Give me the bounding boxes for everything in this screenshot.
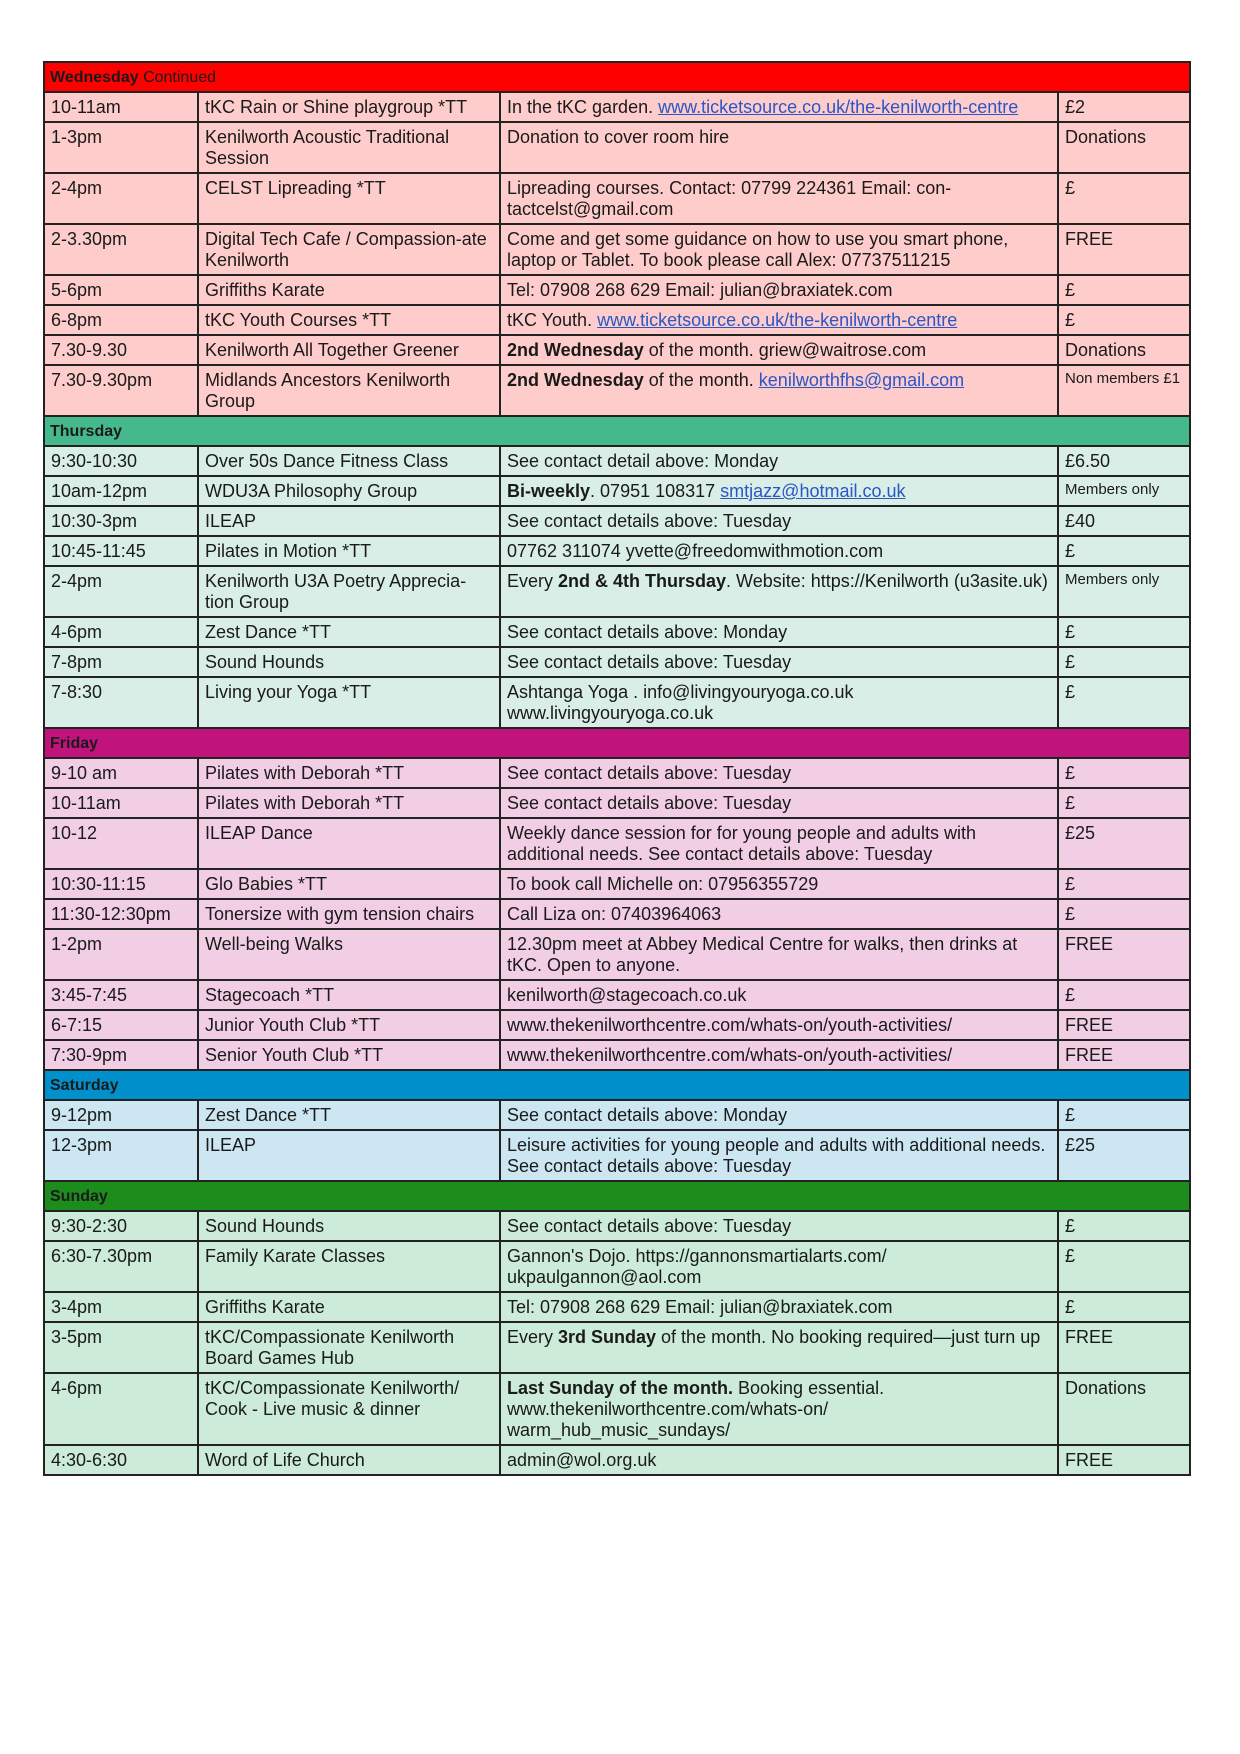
- details-prefix: Every: [507, 571, 559, 591]
- time-cell: 4-6pm: [44, 617, 198, 647]
- details-cell: [500, 476, 1058, 506]
- details-text: See contact detail above: Monday: [507, 451, 779, 471]
- table-row: [44, 335, 1190, 365]
- details-cell: [500, 617, 1058, 647]
- details-text: See contact details above: Tuesday: [507, 763, 792, 783]
- details-cell: [500, 173, 1058, 224]
- activity-cell: Sound Hounds: [198, 1211, 500, 1241]
- cost-cell: £: [1058, 173, 1190, 224]
- details-text: Call Liza on: 07403964063: [507, 904, 722, 924]
- details-cell: [500, 1211, 1058, 1241]
- time-cell: 10-11am: [44, 788, 198, 818]
- day-name: Saturday: [50, 1076, 119, 1094]
- cost-cell: £2: [1058, 92, 1190, 122]
- details-cell: [500, 1292, 1058, 1322]
- table-row: [44, 929, 1190, 980]
- table-row: [44, 647, 1190, 677]
- cost-cell: £: [1058, 899, 1190, 929]
- activity-cell: Digital Tech Cafe / Compassion-ate Kenilworth: [198, 224, 500, 275]
- cost-cell: FREE: [1058, 1040, 1190, 1070]
- cost-cell: Donations: [1058, 122, 1190, 173]
- details-cell: [500, 1130, 1058, 1181]
- details-cell: [500, 1040, 1058, 1070]
- time-cell: 9-12pm: [44, 1100, 198, 1130]
- day-name-suffix: Continued: [138, 68, 217, 86]
- time-cell: 6-8pm: [44, 305, 198, 335]
- table-row: [44, 566, 1190, 617]
- table-row: [44, 617, 1190, 647]
- time-cell: 6:30-7.30pm: [44, 1241, 198, 1292]
- day-header-thursday: [44, 416, 1190, 446]
- details-emphasis: 2nd & 4th Thursday: [558, 571, 727, 591]
- activity-cell: Midlands Ancestors Kenilworth Group: [198, 365, 500, 416]
- table-row: [44, 818, 1190, 869]
- cost-cell: £: [1058, 275, 1190, 305]
- details-cell: [500, 1445, 1058, 1475]
- table-row: [44, 1292, 1190, 1322]
- details-emphasis: Bi-weekly: [507, 481, 591, 501]
- time-cell: 10am-12pm: [44, 476, 198, 506]
- time-cell: 1-2pm: [44, 929, 198, 980]
- details-text: Gannon's Dojo. https://gannonsmartialarts.com/ ukpaulgannon@aol.com: [507, 1246, 887, 1287]
- table-row: [44, 1010, 1190, 1040]
- details-emphasis: Last Sunday of the month.: [507, 1378, 734, 1398]
- table-row: [44, 536, 1190, 566]
- day-header-wednesday: [44, 62, 1190, 92]
- details-emphasis: 3rd Sunday: [558, 1327, 657, 1347]
- time-cell: 7.30-9.30pm: [44, 365, 198, 416]
- details-text: See contact details above: Tuesday: [507, 1216, 792, 1236]
- details-cell: [500, 335, 1058, 365]
- activity-cell: tKC Youth Courses *TT: [198, 305, 500, 335]
- cost-cell: £: [1058, 1211, 1190, 1241]
- cost-cell: FREE: [1058, 929, 1190, 980]
- cost-cell: £: [1058, 647, 1190, 677]
- details-cell: [500, 869, 1058, 899]
- time-cell: 2-4pm: [44, 566, 198, 617]
- cost-cell: £: [1058, 758, 1190, 788]
- details-emphasis: 2nd Wednesday: [507, 340, 644, 360]
- activity-cell: Over 50s Dance Fitness Class: [198, 446, 500, 476]
- details-cell: [500, 647, 1058, 677]
- time-cell: 5-6pm: [44, 275, 198, 305]
- activity-cell: Living your Yoga *TT: [198, 677, 500, 728]
- details-text: See contact details above: Monday: [507, 1105, 788, 1125]
- cost-cell: FREE: [1058, 224, 1190, 275]
- details-text: See contact details above: Monday: [507, 622, 788, 642]
- cost-cell: £: [1058, 1241, 1190, 1292]
- table-row: [44, 365, 1190, 416]
- table-row: [44, 224, 1190, 275]
- activity-cell: Griffiths Karate: [198, 1292, 500, 1322]
- time-cell: 12-3pm: [44, 1130, 198, 1181]
- cost-cell: £: [1058, 536, 1190, 566]
- time-cell: 10:30-3pm: [44, 506, 198, 536]
- time-cell: 6-7:15: [44, 1010, 198, 1040]
- time-cell: 7-8:30: [44, 677, 198, 728]
- details-text: . 07951 108317: [590, 481, 721, 501]
- cost-cell: £40: [1058, 506, 1190, 536]
- day-header-cell: [44, 416, 1190, 446]
- details-cell: [500, 275, 1058, 305]
- details-text: www.thekenilworthcentre.com/whats-on/youth-activities/: [507, 1045, 953, 1065]
- details-text: Tel: 07908 268 629 Email: julian@braxiatek.com: [507, 280, 893, 300]
- day-header-cell: [44, 1070, 1190, 1100]
- cost-cell: £25: [1058, 818, 1190, 869]
- table-row: [44, 1241, 1190, 1292]
- activity-cell: Kenilworth U3A Poetry Apprecia-tion Group: [198, 566, 500, 617]
- time-cell: 7.30-9.30: [44, 335, 198, 365]
- details-text: 12.30pm meet at Abbey Medical Centre for walks, then drinks at tKC. Open to anyone.: [507, 934, 1018, 975]
- cost-cell: Non members £1: [1058, 365, 1190, 416]
- time-cell: 9-10 am: [44, 758, 198, 788]
- cost-cell: FREE: [1058, 1010, 1190, 1040]
- details-text: admin@wol.org.uk: [507, 1450, 657, 1470]
- time-cell: 4:30-6:30: [44, 1445, 198, 1475]
- details-cell: [500, 122, 1058, 173]
- cost-cell: £25: [1058, 1130, 1190, 1181]
- activity-cell: Zest Dance *TT: [198, 617, 500, 647]
- day-name: Friday: [50, 734, 99, 752]
- cost-cell: Members only: [1058, 566, 1190, 617]
- details-text: Ashtanga Yoga . info@livingyouryoga.co.uk www.livingyouryoga.co.uk: [507, 682, 854, 723]
- details-cell: [500, 1373, 1058, 1445]
- activity-cell: CELST Lipreading *TT: [198, 173, 500, 224]
- time-cell: 1-3pm: [44, 122, 198, 173]
- timetable-body: [44, 62, 1190, 1475]
- details-link[interactable]: smtjazz@hotmail.co.uk: [720, 481, 906, 501]
- details-cell: [500, 305, 1058, 335]
- details-text: www.thekenilworthcentre.com/whats-on/youth-activities/: [507, 1015, 953, 1035]
- table-row: [44, 305, 1190, 335]
- details-cell: [500, 1322, 1058, 1373]
- time-cell: 2-3.30pm: [44, 224, 198, 275]
- time-cell: 2-4pm: [44, 173, 198, 224]
- day-header-friday: [44, 728, 1190, 758]
- table-row: [44, 980, 1190, 1010]
- day-name: Thursday: [50, 422, 123, 440]
- cost-cell: Donations: [1058, 335, 1190, 365]
- details-text: See contact details above: Tuesday: [507, 793, 792, 813]
- details-cell: [500, 788, 1058, 818]
- time-cell: 4-6pm: [44, 1373, 198, 1445]
- time-cell: 10-11am: [44, 92, 198, 122]
- table-row: [44, 92, 1190, 122]
- day-header-sunday: [44, 1181, 1190, 1211]
- details-text: 07762 311074 yvette@freedomwithmotion.com: [507, 541, 884, 561]
- day-header-cell: [44, 728, 1190, 758]
- details-text: Come and get some guidance on how to use you smart phone, laptop or Tablet. To book please call Alex: 07737511215: [507, 229, 1009, 270]
- activity-cell: tKC/Compassionate Kenilworth/ Cook - Live music & dinner: [198, 1373, 500, 1445]
- day-name: Wednesday: [50, 68, 139, 86]
- details-text: kenilworth@stagecoach.co.uk: [507, 985, 747, 1005]
- time-cell: 3-4pm: [44, 1292, 198, 1322]
- table-row: [44, 122, 1190, 173]
- table-row: [44, 1130, 1190, 1181]
- table-row: [44, 476, 1190, 506]
- activity-cell: ILEAP: [198, 1130, 500, 1181]
- table-row: [44, 758, 1190, 788]
- details-cell: [500, 818, 1058, 869]
- time-cell: 10:30-11:15: [44, 869, 198, 899]
- details-cell: [500, 929, 1058, 980]
- table-row: [44, 275, 1190, 305]
- details-text: Booking essential. www.thekenilworthcentre.com/whats-on/ warm_hub_music_sundays/: [507, 1378, 885, 1440]
- table-row: [44, 1445, 1190, 1475]
- details-cell: [500, 506, 1058, 536]
- details-link[interactable]: kenilworthfhs@gmail.com: [758, 370, 965, 390]
- activity-cell: Kenilworth Acoustic Traditional Session: [198, 122, 500, 173]
- cost-cell: £: [1058, 1292, 1190, 1322]
- details-cell: [500, 677, 1058, 728]
- table-row: [44, 506, 1190, 536]
- activity-cell: ILEAP Dance: [198, 818, 500, 869]
- details-text: of the month. griew@waitrose.com: [643, 340, 927, 360]
- details-text: In the tKC garden.: [507, 97, 659, 117]
- activity-cell: Tonersize with gym tension chairs: [198, 899, 500, 929]
- activity-cell: Sound Hounds: [198, 647, 500, 677]
- details-text: of the month. No booking required—just turn up: [656, 1327, 1041, 1347]
- details-text: Donation to cover room hire: [507, 127, 730, 147]
- cost-cell: Donations: [1058, 1373, 1190, 1445]
- table-row: [44, 1211, 1190, 1241]
- details-emphasis: 2nd Wednesday: [507, 370, 644, 390]
- activity-cell: Pilates with Deborah *TT: [198, 758, 500, 788]
- table-row: [44, 1373, 1190, 1445]
- time-cell: 11:30-12:30pm: [44, 899, 198, 929]
- activity-cell: WDU3A Philosophy Group: [198, 476, 500, 506]
- activity-cell: ILEAP: [198, 506, 500, 536]
- timetable: [43, 61, 1191, 1476]
- table-row: [44, 869, 1190, 899]
- activity-cell: Glo Babies *TT: [198, 869, 500, 899]
- activity-cell: Pilates in Motion *TT: [198, 536, 500, 566]
- activity-cell: Stagecoach *TT: [198, 980, 500, 1010]
- cost-cell: £: [1058, 788, 1190, 818]
- table-row: [44, 677, 1190, 728]
- time-cell: 9:30-2:30: [44, 1211, 198, 1241]
- cost-cell: £: [1058, 1100, 1190, 1130]
- cost-cell: £: [1058, 617, 1190, 647]
- cost-cell: FREE: [1058, 1322, 1190, 1373]
- details-cell: [500, 758, 1058, 788]
- activity-cell: Kenilworth All Together Greener: [198, 335, 500, 365]
- day-header-cell: [44, 1181, 1190, 1211]
- time-cell: 9:30-10:30: [44, 446, 198, 476]
- cost-cell: £: [1058, 305, 1190, 335]
- details-text: Leisure activities for young people and adults with additional needs. See contact details above: Tuesday: [507, 1135, 1046, 1176]
- details-cell: [500, 1010, 1058, 1040]
- details-text: To book call Michelle on: 07956355729: [507, 874, 819, 894]
- activity-cell: Well-being Walks: [198, 929, 500, 980]
- details-cell: [500, 365, 1058, 416]
- table-row: [44, 1100, 1190, 1130]
- activity-cell: Word of Life Church: [198, 1445, 500, 1475]
- activity-cell: tKC Rain or Shine playgroup *TT: [198, 92, 500, 122]
- time-cell: 10-12: [44, 818, 198, 869]
- details-text: tKC Youth.: [507, 310, 598, 330]
- cost-cell: Members only: [1058, 476, 1190, 506]
- table-row: [44, 899, 1190, 929]
- details-cell: [500, 536, 1058, 566]
- table-row: [44, 173, 1190, 224]
- details-text: Weekly dance session for for young people and adults with additional needs. See contact details above: Tuesday: [507, 823, 976, 864]
- time-cell: 3-5pm: [44, 1322, 198, 1373]
- details-text: of the month.: [643, 370, 759, 390]
- cost-cell: £: [1058, 980, 1190, 1010]
- table-row: [44, 788, 1190, 818]
- details-cell: [500, 980, 1058, 1010]
- activity-cell: Zest Dance *TT: [198, 1100, 500, 1130]
- activity-cell: Griffiths Karate: [198, 275, 500, 305]
- details-cell: [500, 566, 1058, 617]
- time-cell: 7-8pm: [44, 647, 198, 677]
- day-name: Sunday: [50, 1187, 108, 1205]
- details-text: . Website: https://Kenilworth (u3asite.uk): [726, 571, 1048, 591]
- time-cell: 3:45-7:45: [44, 980, 198, 1010]
- details-text: See contact details above: Tuesday: [507, 652, 792, 672]
- details-text: Tel: 07908 268 629 Email: julian@braxiatek.com: [507, 1297, 893, 1317]
- table-row: [44, 446, 1190, 476]
- details-cell: [500, 1100, 1058, 1130]
- day-header-cell: [44, 62, 1190, 92]
- details-link[interactable]: www.ticketsource.co.uk/the-kenilworth-centre: [658, 97, 1019, 117]
- time-cell: 10:45-11:45: [44, 536, 198, 566]
- time-cell: 7:30-9pm: [44, 1040, 198, 1070]
- details-link[interactable]: www.ticketsource.co.uk/the-kenilworth-centre: [597, 310, 958, 330]
- details-text: See contact details above: Tuesday: [507, 511, 792, 531]
- details-cell: [500, 92, 1058, 122]
- cost-cell: FREE: [1058, 1445, 1190, 1475]
- activity-cell: Family Karate Classes: [198, 1241, 500, 1292]
- table-row: [44, 1322, 1190, 1373]
- cost-cell: £: [1058, 869, 1190, 899]
- details-prefix: Every: [507, 1327, 559, 1347]
- details-cell: [500, 899, 1058, 929]
- details-cell: [500, 224, 1058, 275]
- activity-cell: tKC/Compassionate Kenilworth Board Games Hub: [198, 1322, 500, 1373]
- cost-cell: £6.50: [1058, 446, 1190, 476]
- activity-cell: Pilates with Deborah *TT: [198, 788, 500, 818]
- details-cell: [500, 1241, 1058, 1292]
- activity-cell: Senior Youth Club *TT: [198, 1040, 500, 1070]
- details-text: Lipreading courses. Contact: 07799 224361 Email: con-tactcelst@gmail.com: [507, 178, 952, 219]
- day-header-saturday: [44, 1070, 1190, 1100]
- cost-cell: £: [1058, 677, 1190, 728]
- details-cell: [500, 446, 1058, 476]
- activity-cell: Junior Youth Club *TT: [198, 1010, 500, 1040]
- table-row: [44, 1040, 1190, 1070]
